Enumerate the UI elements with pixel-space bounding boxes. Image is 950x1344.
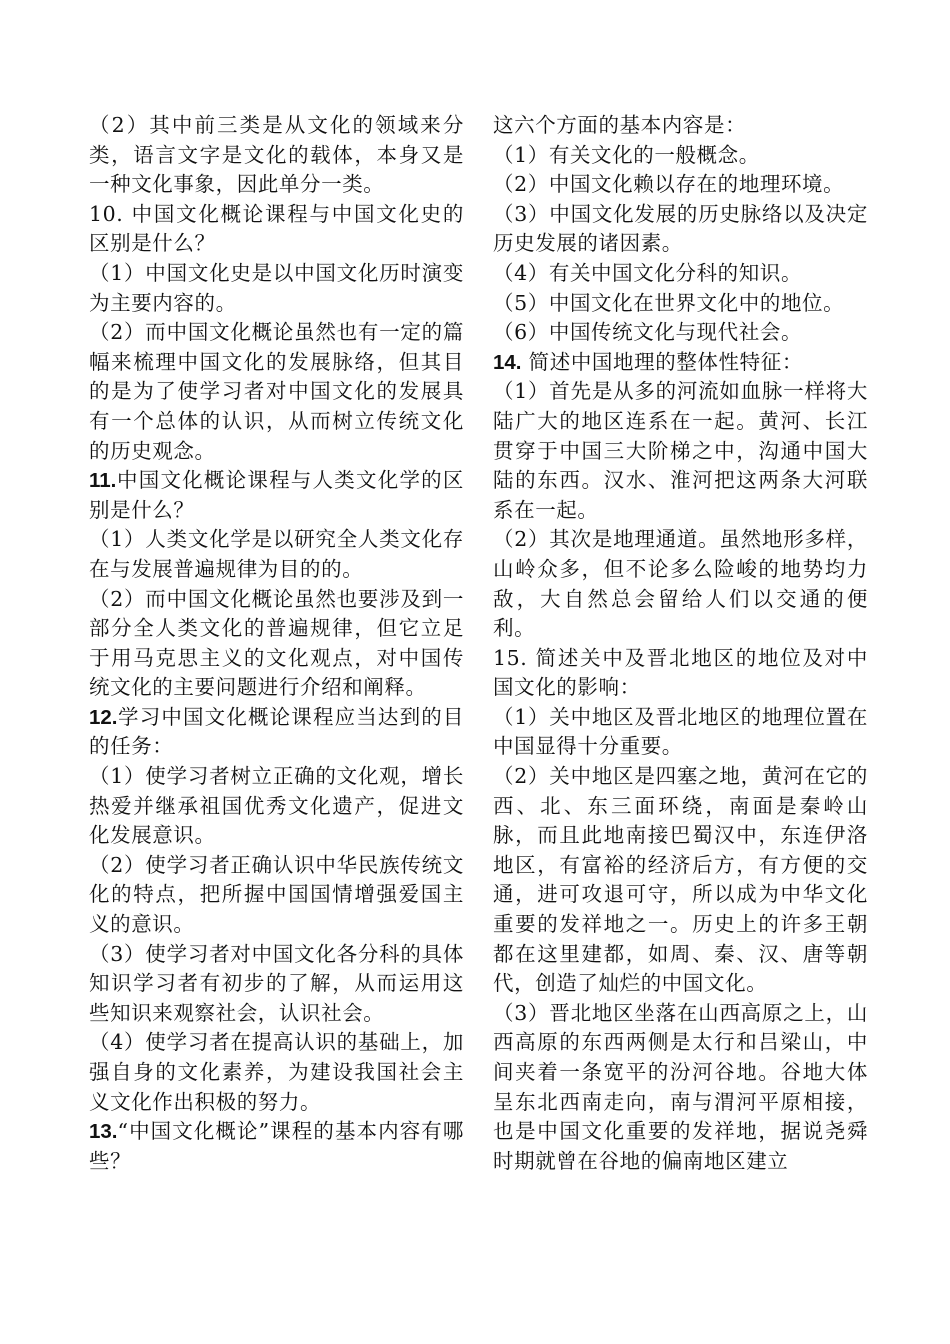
question-text: 学习中国文化概论课程应当达到的目的任务： <box>89 704 464 759</box>
paragraph: （1）中国文化史是以中国文化历时演变为主要内容的。 <box>89 260 464 315</box>
paragraph: 15. 简述关中及晋北地区的地位及对中国文化的影响： <box>493 645 868 700</box>
question-heading <box>89 1117 464 1176</box>
right-column <box>493 111 868 1176</box>
question-heading <box>493 348 868 378</box>
question-number: 12. <box>89 705 118 729</box>
question-text: 中国文化概论课程与人类文化学的区别是什么？ <box>89 468 464 522</box>
paragraph: （2）关中地区是四塞之地，黄河在它的西、北、东三面环绕，南面是秦岭山脉，而且此地南接巴蜀汉中，东连伊洛地区，有富裕的经济后方，有方便的交通，进可攻退可守，所以成为中华文化重要的发祥地之一。历史上的许多王朝都在这里建都，如周、秦、汉、唐等朝代，创造了灿烂的中国文化。 <box>493 764 868 996</box>
question-number: 14. <box>493 350 522 374</box>
paragraph: （3）中国文化发展的历史脉络以及决定历史发展的诸因素。 <box>493 201 868 256</box>
paragraph: （4）有关中国文化分科的知识。 <box>493 260 803 285</box>
question-text: 简述中国地理的整体性特征： <box>521 349 803 374</box>
paragraph: （6）中国传统文化与现代社会。 <box>493 320 803 345</box>
question-heading <box>89 466 464 525</box>
paragraph: （2）中国文化赖以存在的地理环境。 <box>493 172 845 197</box>
paragraph: 10. 中国文化概论课程与中国文化史的区别是什么？ <box>89 201 464 256</box>
paragraph: （1）使学习者树立正确的文化观，增长热爱并继承祖国优秀文化遗产，促进文化发展意识。 <box>89 764 464 848</box>
question-heading <box>89 703 464 762</box>
paragraph: （2）而中国文化概论虽然也要涉及到一部分全人类文化的普遍规律，但它立足于用马克思主义的文化观点，对中国传统文化的主要问题进行介绍和阐释。 <box>89 586 464 700</box>
paragraph: （3）晋北地区坐落在山西高原之上，山西高原的东西两侧是太行和吕梁山，中间夹着一条宽平的汾河谷地。谷地大体呈东北西南走向，南与渭河平原相接，也是中国文化重要的发祥地，据说尧舜时期就曾在谷地的偏南地区建立 <box>493 1000 868 1173</box>
paragraph: （2）其次是地理通道。虽然地形多样，山岭众多，但不论多么险峻的地势均力敌，大自然总会留给人们以交通的便利。 <box>493 527 868 641</box>
paragraph: （4）使学习者在提高认识的基础上，加强自身的文化素养，为建设我国社会主义文化作出积极的努力。 <box>89 1030 464 1114</box>
paragraph: （2）其中前三类是从文化的领域来分类，语言文字是文化的载体，本身又是一种文化事象，因此单分一类。 <box>89 113 464 197</box>
paragraph: （2）使学习者正确认识中华民族传统文化的特点，把所握中国国情增强爱国主义的意识。 <box>89 852 464 937</box>
paragraph: （5）中国文化在世界文化中的地位。 <box>493 290 845 315</box>
paragraph: （3）使学习者对中国文化各分科的具体知识学习者有初步的了解，从而运用这些知识来观察社会，认识社会。 <box>89 941 464 1025</box>
left-column <box>89 111 464 1176</box>
question-number: 13. <box>89 1120 118 1144</box>
paragraph: （1）有关文化的一般概念。 <box>493 142 760 167</box>
question-text: “中国文化概论”课程的基本内容有哪些？ <box>89 1119 464 1173</box>
paragraph: （2）而中国文化概论虽然也有一定的篇幅来梳理中国文化的发展脉络，但其目的是为了使学习者对中国文化的发展具有一个总体的认识，从而树立传统文化的历史观念。 <box>89 320 464 463</box>
question-number: 11. <box>89 469 117 493</box>
paragraph: （1）人类文化学是以研究全人类文化存在与发展普遍规律为目的的。 <box>89 527 464 581</box>
paragraph: 这六个方面的基本内容是： <box>493 113 747 137</box>
paragraph: （1）关中地区及晋北地区的地理位置在中国显得十分重要。 <box>493 704 868 759</box>
paragraph: （1）首先是从多的河流如血脉一样将大陆广大的地区连系在一起。黄河、长江贯穿于中国三大阶梯之中，沟通中国大陆的东西。汉水、淮河把这两条大河联系在一起。 <box>493 379 868 522</box>
